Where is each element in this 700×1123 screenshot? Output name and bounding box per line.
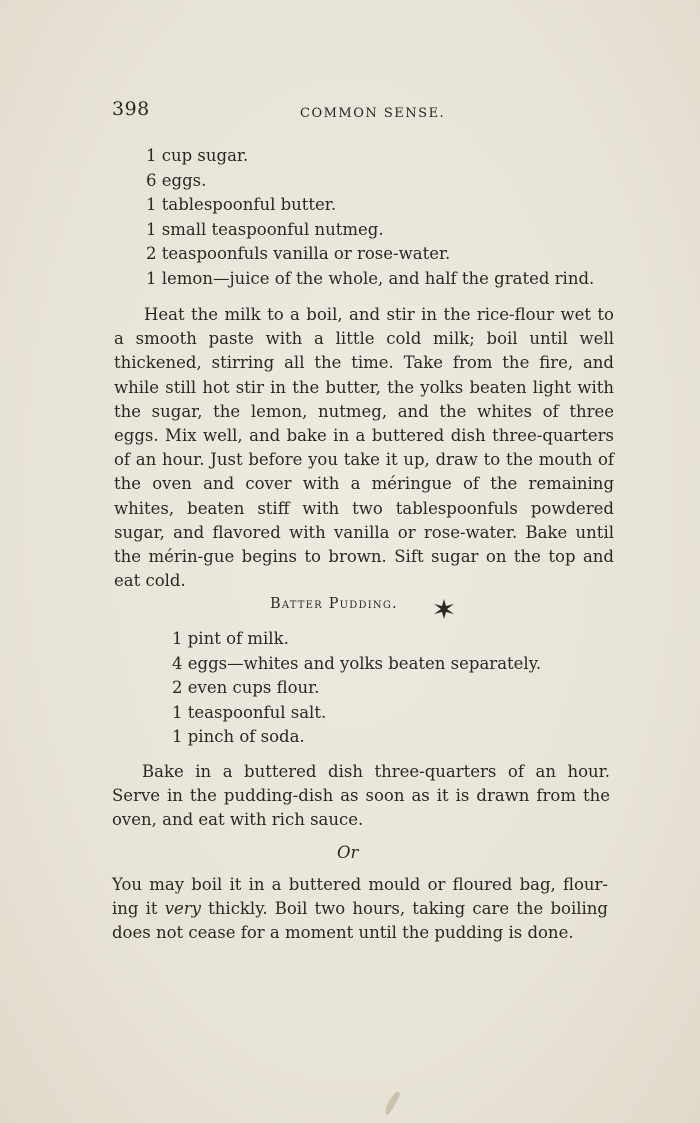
alternative-text-start: You may boil it in a buttered mould or floured bag, flour-ing it: [112, 875, 608, 919]
ingredient-item: 1 lemon—juice of the whole, and half the grated rind.: [146, 268, 595, 288]
ingredient-item: 4 eggs—whites and yolks beaten separately.: [172, 653, 542, 673]
page-header: [112, 98, 612, 122]
ingredient-item: 1 cup sugar.: [146, 146, 249, 165]
recipe-directions: Heat the milk to a boil, and stir in the rice-flour wet to a smooth paste with a little cold milk; boil until well thickened, stirring all the time. Take from the fire, and while still hot stir in the butter, the yolks beaten light with the sugar, the lemon, nutmeg, and the whites of three eggs. Mix well, and bake in a buttered dish three-quarters of an hour. Just before you take it up, draw to the mouth of the oven and cover with a méringue of the remaining whites, beaten stiff with two tablespoonfuls powdered sugar, and flavored with vanilla or rose-water. Bake until the mérin-gue begins to brown. Sift sugar on the top and eat cold.: [114, 305, 614, 591]
ingredient-item: 6 eggs.: [146, 170, 207, 190]
recipe-title: Batter Pudding.: [270, 596, 398, 612]
batter-pudding-directions: Bake in a buttered dish three-quarters of an hour. Serve in the pudding-dish as soon as it is drawn from the oven, and eat with rich sauce.: [112, 762, 610, 830]
ingredient-list-batter-pudding: [172, 627, 541, 750]
ingredient-item: 1 pinch of soda.: [172, 727, 305, 746]
ingredient-item: 1 small teaspoonful nutmeg.: [146, 219, 384, 239]
ingredient-item: 1 pint of milk.: [172, 629, 289, 648]
cross-pattee-icon: [433, 598, 455, 620]
running-head: COMMON SENSE.: [300, 106, 446, 121]
alternative-directions: [112, 873, 608, 946]
page-number: 398: [112, 98, 150, 120]
ingredient-item: 1 teaspoonful salt.: [172, 702, 327, 722]
paper-stain: [380, 1088, 404, 1118]
alternative-text-end: thickly. Boil two hours, taking care the boiling does not cease for a moment until the pudding is done.: [112, 899, 608, 943]
ingredient-item: 2 teaspoonfuls vanilla or rose-water.: [146, 244, 451, 263]
ingredient-item: 2 even cups flour.: [172, 678, 320, 697]
alternative-heading: Or: [337, 843, 359, 862]
ingredient-item: 1 tablespoonful butter.: [146, 195, 337, 214]
emphasis-text: very: [164, 899, 201, 919]
ingredient-list-continued: [146, 144, 594, 291]
